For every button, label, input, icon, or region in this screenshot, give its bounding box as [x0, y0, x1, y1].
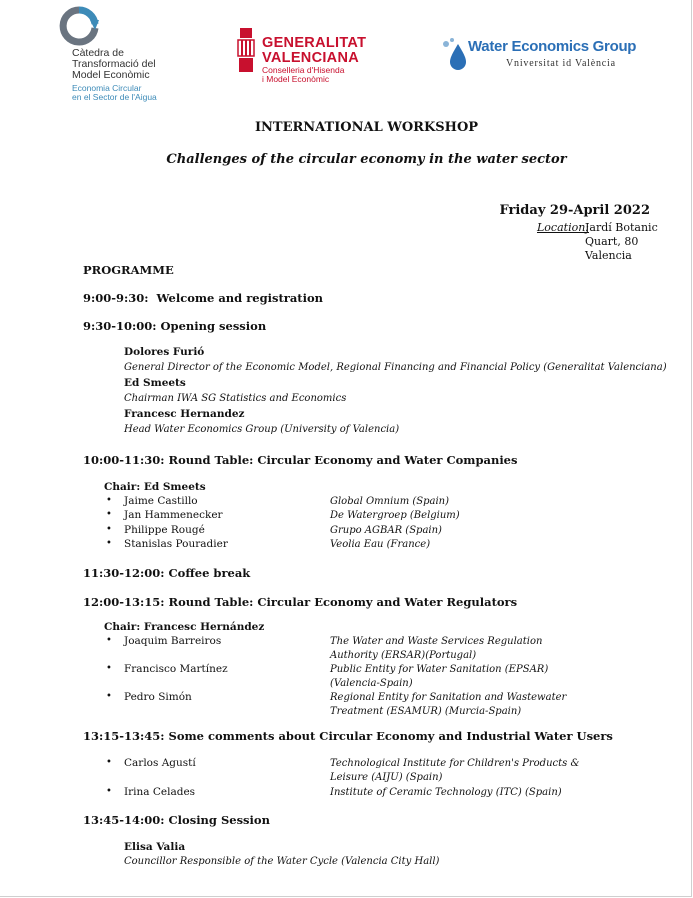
bullet-icon: • — [106, 757, 112, 768]
speaker-name: Dolores Furió — [124, 346, 205, 358]
catedra-sub-2: en el Sector de l'Aigua — [72, 92, 157, 102]
speaker-name: Elisa Valia — [124, 841, 186, 853]
chair-label: Chair: Francesc Hernández — [104, 621, 265, 633]
panelist-name: Francisco Martínez — [124, 663, 228, 675]
panelist-org-line: (Valencia-Spain) — [330, 678, 413, 689]
panelist-name: Jaime Castillo — [124, 495, 198, 507]
panelist-org: Grupo AGBAR (Spain) — [330, 525, 442, 536]
session-opening: 9:30-10:00: Opening session — [83, 319, 267, 333]
workshop-subtitle: Challenges of the circular economy in the water sector — [166, 152, 567, 167]
panelist-name: Pedro Simón — [124, 691, 192, 703]
workshop-title: INTERNATIONAL WORKSHOP — [254, 120, 479, 135]
panelist-org-line: Technological Institute for Children's Products & — [330, 758, 580, 769]
speaker-name: Ed Smeets — [124, 377, 186, 389]
location-line-3: Valencia — [585, 249, 632, 262]
session-round-table-regulators: 12:00-13:15: Round Table: Circular Economy and Water Regulators — [83, 595, 518, 609]
generalitat-logo — [236, 28, 376, 88]
location-label-text: Location: — [537, 221, 589, 234]
session-welcome: 9:00-9:30: Welcome and registration — [83, 291, 324, 305]
panelist-name: Jan Hammenecker — [124, 509, 223, 521]
catedra-line-1: Càtedra de — [72, 47, 124, 59]
panelist-org — [330, 663, 548, 691]
chair-label: Chair: Ed Smeets — [104, 481, 206, 493]
generalitat-sub-1: Conselleria d'Hisenda — [262, 65, 345, 75]
bullet-icon: • — [106, 538, 112, 549]
weg-title: Water Economics Group — [468, 38, 637, 55]
panelist-org-line: Leisure (AIJU) (Spain) — [330, 772, 443, 783]
speaker-role: Head Water Economics Group (University of Valencia) — [124, 424, 400, 435]
bullet-icon: • — [106, 524, 112, 535]
session-coffee-break: 11:30-12:00: Coffee break — [83, 566, 251, 580]
generalitat-sub-2: i Model Econòmic — [262, 74, 330, 84]
panelist-org: Veolia Eau (France) — [330, 539, 431, 550]
generalitat-title-1: GENERALITAT — [262, 35, 367, 51]
location-line-1: Jardí Botanic — [585, 221, 658, 234]
programme-heading: PROGRAMME — [83, 263, 174, 277]
speaker-role: Councillor Responsible of the Water Cycle (Valencia City Hall) — [124, 856, 440, 867]
panelist-name: Carlos Agustí — [124, 757, 196, 769]
panelist-org-line: Regional Entity for Sanitation and Wastewater — [330, 692, 567, 703]
panelist-org: De Watergroep (Belgium) — [330, 510, 460, 521]
panelist-name: Irina Celades — [124, 786, 196, 798]
bullet-icon: • — [106, 509, 112, 520]
speaker-role: General Director of the Economic Model, Regional Financing and Financial Policy (Generalitat Valenciana) — [124, 362, 667, 373]
speaker-role: Chairman IWA SG Statistics and Economics — [124, 393, 347, 404]
panelist-org-line: The Water and Waste Services Regulation — [330, 636, 543, 647]
bullet-icon: • — [106, 635, 112, 646]
generalitat-emblem-icon — [236, 28, 256, 74]
panelist-org: Global Omnium (Spain) — [330, 496, 450, 507]
weg-logo — [440, 36, 640, 76]
panelist-org — [330, 635, 542, 663]
bullet-icon: • — [106, 786, 112, 797]
weg-subtitle: Vniversitat id València — [506, 58, 616, 69]
session-closing: 13:45-14:00: Closing Session — [83, 813, 270, 827]
panelist-org — [330, 691, 566, 719]
session-round-table-companies: 10:00-11:30: Round Table: Circular Economy and Water Companies — [83, 453, 518, 467]
catedra-logo — [55, 6, 165, 102]
panelist-org-line: Public Entity for Water Sanitation (EPSAR) — [330, 664, 549, 675]
catedra-line-3: Model Econòmic — [72, 69, 150, 81]
bullet-icon: • — [106, 691, 112, 702]
catedra-sub-1: Economia Circular — [72, 83, 142, 93]
bullet-icon: • — [106, 663, 112, 674]
bullet-icon: • — [106, 495, 112, 506]
location-line-2: Quart, 80 — [585, 235, 639, 248]
panelist-name: Philippe Rougé — [124, 524, 205, 536]
catedra-line-2: Transformació del — [72, 58, 156, 70]
location-label — [537, 221, 589, 234]
session-industrial-users: 13:15-13:45: Some comments about Circular Economy and Industrial Water Users — [83, 729, 613, 743]
speaker-name: Francesc Hernandez — [124, 408, 245, 420]
panelist-org: Institute of Ceramic Technology (ITC) (Spain) — [330, 787, 562, 798]
generalitat-title-2: VALENCIANA — [262, 50, 359, 66]
panelist-org-line: Treatment (ESAMUR) (Murcia-Spain) — [330, 706, 522, 717]
panelist-name: Joaquim Barreiros — [124, 635, 222, 647]
event-date: Friday 29-April 2022 — [499, 203, 650, 218]
panelist-name: Stanislas Pouradier — [124, 538, 228, 550]
circular-arrow-icon — [57, 6, 101, 46]
panelist-org-line: Authority (ERSAR)(Portugal) — [330, 650, 477, 661]
panelist-org — [330, 757, 579, 785]
